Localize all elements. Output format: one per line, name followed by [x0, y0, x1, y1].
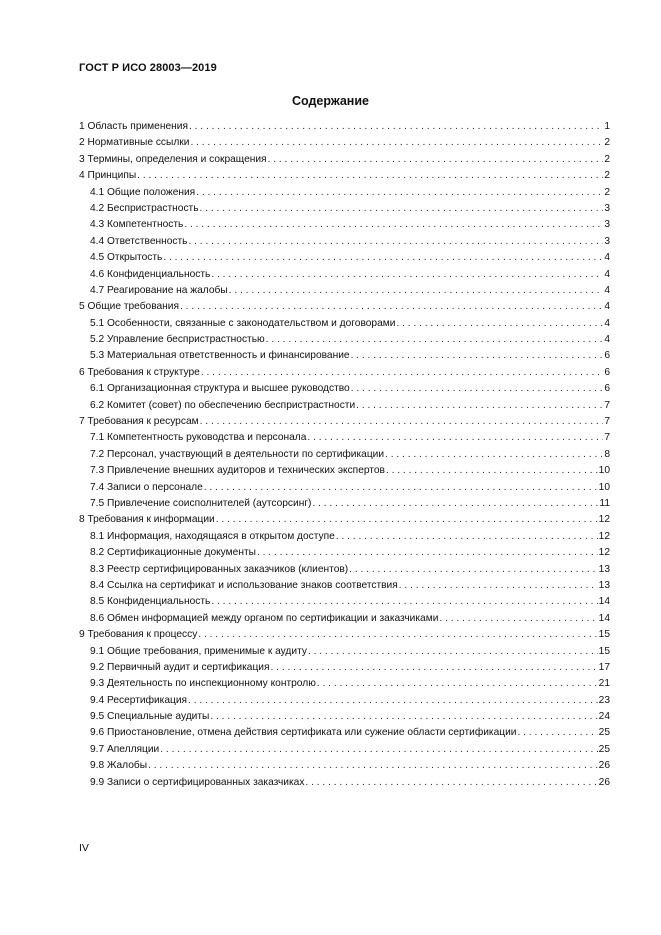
- toc-entry[interactable]: [79, 758, 610, 774]
- toc-entry[interactable]: [79, 660, 610, 676]
- toc-entry-label: 7 Требования к ресурсам: [79, 416, 199, 428]
- toc-entry[interactable]: [79, 447, 610, 463]
- toc-leader-dots: [312, 496, 598, 512]
- toc-entry[interactable]: [79, 250, 610, 266]
- toc-entry-page-number: 10: [598, 481, 610, 493]
- toc-leader-dots: [188, 693, 598, 709]
- toc-entry-label: 8.4 Ссылка на сертификат и использование знаков соответствия: [90, 579, 398, 591]
- toc-leader-dots: [305, 775, 597, 791]
- toc-leader-dots: [200, 201, 604, 217]
- toc-entry-page-number: 15: [598, 645, 610, 657]
- toc-entry[interactable]: [79, 398, 610, 414]
- toc-entry[interactable]: [79, 742, 610, 758]
- toc-entry-page-number: 4: [604, 334, 610, 346]
- toc-entry-page-number: 21: [598, 678, 610, 690]
- toc-entry-label: 8 Требования к информации: [79, 514, 215, 526]
- toc-leader-dots: [266, 332, 604, 348]
- toc-leader-dots: [211, 267, 603, 283]
- toc-entry[interactable]: [79, 709, 610, 725]
- toc-entry-label: 4.7 Реагирование на жалобы: [90, 284, 228, 296]
- toc-entry[interactable]: [79, 234, 610, 250]
- toc-leader-dots: [229, 283, 604, 299]
- toc-entry-label: 6.1 Организационная структура и высшее руководство: [90, 383, 350, 395]
- toc-entry[interactable]: [79, 693, 610, 709]
- toc-entry-label: 9.4 Ресертификация: [90, 694, 188, 706]
- toc-leader-dots: [200, 414, 604, 430]
- toc-entry-label: 9.2 Первичный аудит и сертификация: [90, 661, 270, 673]
- toc-entry[interactable]: [79, 185, 610, 201]
- toc-entry-label: 9.8 Жалобы: [90, 760, 148, 772]
- toc-entry[interactable]: [79, 201, 610, 217]
- toc-entry-page-number: 6: [604, 366, 610, 378]
- toc-entry[interactable]: [79, 644, 610, 660]
- toc-leader-dots: [211, 594, 597, 610]
- toc-entry-label: 8.6 Обмен информацией между органом по сертификации и заказчиками: [90, 612, 439, 624]
- toc-entry-label: 5.2 Управление беспристрастностью: [90, 334, 265, 346]
- toc-entry-label: 9.9 Записи о сертифицированных заказчиках: [90, 776, 305, 788]
- toc-leader-dots: [307, 430, 603, 446]
- toc-leader-dots: [271, 660, 598, 676]
- toc-leader-dots: [257, 545, 598, 561]
- toc-entry-page-number: 12: [598, 547, 610, 559]
- toc-entry-label: 8.5 Конфиденциальность: [90, 596, 211, 608]
- toc-entry-label: 4.5 Открытость: [90, 252, 163, 264]
- toc-entry-page-number: 12: [598, 514, 610, 526]
- toc-entry[interactable]: [79, 463, 610, 479]
- toc-entry[interactable]: [79, 414, 610, 430]
- toc-entry-label: 8.3 Реестр сертифицированных заказчиков (клиентов): [90, 563, 349, 575]
- toc-entry-label: 9 Требования к процессу: [79, 629, 198, 641]
- toc-entry-page-number: 2: [604, 137, 610, 149]
- toc-entry-page-number: 4: [604, 284, 610, 296]
- toc-entry[interactable]: [79, 152, 610, 168]
- toc-entry[interactable]: [79, 611, 610, 627]
- toc-entry[interactable]: [79, 299, 610, 315]
- toc-entry-page-number: 24: [598, 711, 610, 723]
- toc-entry-label: 7.1 Компетентность руководства и персонала: [90, 432, 307, 444]
- toc-leader-dots: [349, 562, 597, 578]
- toc-entry-page-number: 4: [604, 301, 610, 313]
- toc-leader-dots: [351, 381, 604, 397]
- toc-leader-dots: [386, 463, 598, 479]
- toc-entry-page-number: 4: [604, 317, 610, 329]
- toc-entry-page-number: 14: [598, 596, 610, 608]
- toc-entry-label: 4.6 Конфиденциальность: [90, 268, 211, 280]
- toc-entry[interactable]: [79, 594, 610, 610]
- toc-entry-label: 5.1 Особенности, связанные с законодательством и договорами: [90, 317, 396, 329]
- toc-entry-page-number: 2: [604, 153, 610, 165]
- document-standard-number: ГОСТ Р ИСО 28003—2019: [79, 62, 217, 74]
- toc-entry[interactable]: [79, 627, 610, 643]
- toc-entry-page-number: 26: [598, 776, 610, 788]
- toc-entry-label: 2 Нормативные ссылки: [79, 137, 190, 149]
- toc-leader-dots: [336, 529, 598, 545]
- toc-entry-label: 7.2 Персонал, участвующий в деятельности по сертификации: [90, 448, 385, 460]
- toc-entry-page-number: 3: [604, 219, 610, 231]
- toc-entry[interactable]: [79, 512, 610, 528]
- toc-entry[interactable]: [79, 545, 610, 561]
- toc-entry[interactable]: [79, 430, 610, 446]
- toc-entry[interactable]: [79, 348, 610, 364]
- toc-leader-dots: [201, 365, 603, 381]
- toc-entry-label: 7.4 Записи о персонале: [90, 481, 203, 493]
- toc-entry-page-number: 8: [604, 448, 610, 460]
- toc-entry[interactable]: [79, 316, 610, 332]
- page-title: Содержание: [291, 94, 369, 108]
- toc-entry[interactable]: [79, 381, 610, 397]
- toc-entry-label: 4.3 Компетентность: [90, 219, 184, 231]
- toc-entry-label: 9.5 Специальные аудиты: [90, 711, 210, 723]
- toc-leader-dots: [385, 447, 603, 463]
- toc-entry-label: 4.4 Ответственность: [90, 235, 188, 247]
- toc-entry[interactable]: [79, 365, 610, 381]
- toc-entry-label: 5.3 Материальная ответственность и финансирование: [90, 350, 350, 362]
- toc-leader-dots: [148, 758, 598, 774]
- toc-entry[interactable]: [79, 562, 610, 578]
- toc-entry[interactable]: [79, 496, 610, 512]
- toc-leader-dots: [160, 742, 597, 758]
- toc-entry-page-number: 26: [598, 760, 610, 772]
- toc-leader-dots: [196, 185, 603, 201]
- toc-entry-label: 6 Требования к структуре: [79, 366, 200, 378]
- toc-entry-label: 1 Область применения: [79, 121, 188, 132]
- toc-entry[interactable]: [79, 119, 610, 135]
- toc-entry-page-number: 14: [598, 612, 610, 624]
- toc-entry[interactable]: [79, 676, 610, 692]
- toc-leader-dots: [210, 709, 597, 725]
- toc-entry-label: 9.6 Приостановление, отмена действия сертификата или сужение области сертификации: [90, 727, 517, 739]
- toc-entry-page-number: 4: [604, 268, 610, 280]
- toc-entry-label: 6.2 Комитет (совет) по обеспечению беспристрастности: [90, 399, 356, 411]
- toc-leader-dots: [184, 217, 603, 233]
- toc-leader-dots: [188, 234, 603, 250]
- toc-entry-label: 9.1 Общие требования, применимые к аудиту: [90, 645, 307, 657]
- toc-leader-dots: [137, 168, 603, 184]
- toc-entry[interactable]: [79, 168, 610, 184]
- toc-entry-page-number: 25: [598, 743, 610, 755]
- toc-entry-page-number: 6: [604, 383, 610, 395]
- toc-entry-page-number: 3: [604, 202, 610, 214]
- toc-entry-page-number: 7: [604, 399, 610, 411]
- toc-entry-page-number: 10: [598, 465, 610, 477]
- toc-entry-page-number: 1: [604, 121, 610, 132]
- toc-entry-label: 4.1 Общие положения: [90, 186, 196, 198]
- toc-entry-page-number: 12: [598, 530, 610, 542]
- toc-entry-page-number: 4: [604, 252, 610, 264]
- toc-leader-dots: [356, 398, 603, 414]
- toc-entry[interactable]: [79, 267, 610, 283]
- toc-entry[interactable]: [79, 578, 610, 594]
- toc-leader-dots: [198, 627, 597, 643]
- toc-entry-page-number: 7: [604, 416, 610, 428]
- toc-leader-dots: [180, 299, 603, 315]
- toc-entry-label: 5 Общие требования: [79, 301, 180, 313]
- toc-leader-dots: [268, 152, 604, 168]
- toc-entry-page-number: 11: [599, 497, 610, 509]
- toc-entry-page-number: 15: [598, 629, 610, 641]
- toc-entry-label: 4.2 Беспристрастность: [90, 202, 199, 214]
- toc-entry-label: 8.1 Информация, находящаяся в открытом доступе: [90, 530, 335, 542]
- toc-leader-dots: [399, 578, 598, 594]
- toc-entry-page-number: 7: [604, 432, 610, 444]
- toc-entry-page-number: 25: [598, 727, 610, 739]
- toc-leader-dots: [517, 725, 597, 741]
- toc-entry-label: 3 Термины, определения и сокращения: [79, 153, 267, 165]
- toc-entry-label: 9.3 Деятельность по инспекционному контролю: [90, 678, 316, 690]
- toc-entry[interactable]: [79, 725, 610, 741]
- page-folio: IV: [79, 842, 89, 854]
- toc-entry-label: 8.2 Сертификационные документы: [90, 547, 256, 559]
- toc-entry-page-number: 6: [604, 350, 610, 362]
- toc-entry-page-number: 2: [604, 186, 610, 198]
- toc-entry[interactable]: [79, 283, 610, 299]
- toc-entry-page-number: 2: [604, 170, 610, 182]
- toc-entry[interactable]: [79, 332, 610, 348]
- table-of-contents: [79, 119, 610, 791]
- toc-entry-page-number: 3: [604, 235, 610, 247]
- toc-leader-dots: [189, 119, 603, 135]
- toc-entry-page-number: 13: [598, 579, 610, 591]
- toc-leader-dots: [317, 676, 598, 692]
- toc-entry-page-number: 23: [598, 694, 610, 706]
- toc-entry-label: 9.7 Апелляции: [90, 743, 160, 755]
- toc-leader-dots: [204, 480, 598, 496]
- toc-leader-dots: [190, 135, 603, 151]
- toc-entry-label: 7.3 Привлечение внешних аудиторов и технических экспертов: [90, 465, 385, 477]
- toc-leader-dots: [216, 512, 598, 528]
- toc-leader-dots: [351, 348, 604, 364]
- toc-entry-label: 4 Принципы: [79, 170, 137, 182]
- toc-leader-dots: [308, 644, 598, 660]
- toc-leader-dots: [439, 611, 597, 627]
- toc-entry-page-number: 17: [598, 661, 610, 673]
- toc-entry-page-number: 13: [598, 563, 610, 575]
- toc-entry[interactable]: [79, 217, 610, 233]
- toc-entry[interactable]: [79, 529, 610, 545]
- toc-leader-dots: [396, 316, 603, 332]
- toc-entry[interactable]: [79, 775, 610, 791]
- toc-entry-label: 7.5 Привлечение соисполнителей (аутсорсинг): [90, 497, 312, 509]
- toc-leader-dots: [163, 250, 603, 266]
- toc-entry[interactable]: [79, 135, 610, 151]
- toc-entry[interactable]: [79, 480, 610, 496]
